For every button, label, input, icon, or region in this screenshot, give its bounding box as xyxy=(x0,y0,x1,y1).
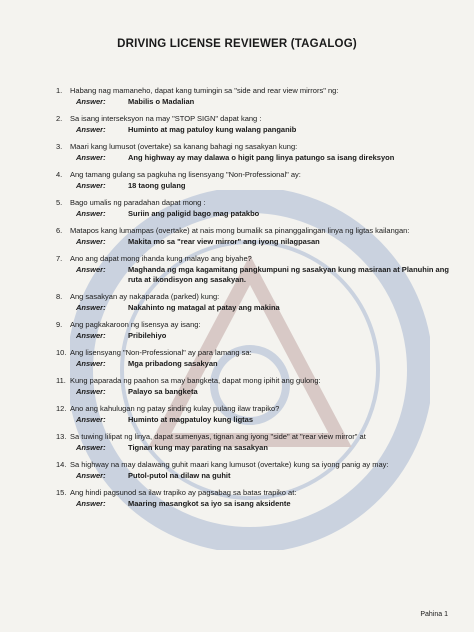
answer-label: Answer: xyxy=(76,265,106,274)
answer-row xyxy=(70,181,456,191)
answer-text: Palayo sa bangketa xyxy=(128,387,198,396)
question-item xyxy=(56,348,456,369)
answer-label: Answer: xyxy=(76,237,106,246)
question-item xyxy=(56,432,456,453)
answer-row xyxy=(70,125,456,135)
question-text: Ano ang kahulugan ng patay sinding kulay pulang ilaw trapiko? xyxy=(70,404,280,413)
answer-label: Answer: xyxy=(76,125,106,134)
answer-row xyxy=(70,97,456,107)
document-title: DRIVING LICENSE REVIEWER (TAGALOG) xyxy=(117,38,357,50)
answer-text: Makita mo sa "rear view mirror" ang iyong nilagpasan xyxy=(128,237,320,246)
answer-row xyxy=(70,415,456,425)
question-text: Ang lisensyang "Non-Professional" ay para lamang sa: xyxy=(70,348,252,357)
question-text: Ang pagkakaroon ng lisensya ay isang: xyxy=(70,320,201,329)
question-number: 8. xyxy=(56,292,63,301)
question-item xyxy=(56,254,456,285)
question-item xyxy=(56,404,456,425)
answer-label: Answer: xyxy=(76,331,106,340)
question-text: Matapos kang lumampas (overtake) at nais mong bumalik sa pinanggalingan linya ng ligtas kailangan: xyxy=(70,226,410,235)
question-text: Habang nag mamaneho, dapat kang tumingin sa "side and rear view mirrors" ng: xyxy=(70,86,339,95)
answer-label: Answer: xyxy=(76,471,106,480)
question-item xyxy=(56,86,456,107)
answer-label: Answer: xyxy=(76,209,106,218)
question-text: Sa highway na may dalawang guhit maari kang lumusot (overtake) kung sa iyong panig ay may: xyxy=(70,460,389,469)
answer-row xyxy=(70,209,456,219)
question-text: Maari kang lumusot (overtake) sa kanang bahagi ng sasakyan kung: xyxy=(70,142,298,151)
answer-row xyxy=(70,303,456,313)
answer-row xyxy=(70,387,456,397)
question-number: 5. xyxy=(56,198,63,207)
answer-label: Answer: xyxy=(76,303,106,312)
question-text: Sa tuwing lilipat ng linya, dapat sumenyas, tignan ang iyong "side" at "rear view mirror" at xyxy=(70,432,366,441)
question-item xyxy=(56,198,456,219)
question-item xyxy=(56,142,456,163)
question-number: 2. xyxy=(56,114,63,123)
question-number: 3. xyxy=(56,142,63,151)
question-item xyxy=(56,460,456,481)
question-text: Kung paparada ng paahon sa may bangketa, dapat mong ipihit ang gulong: xyxy=(70,376,321,385)
answer-text: Mga pribadong sasakyan xyxy=(128,359,218,368)
question-item xyxy=(56,488,456,509)
question-number: 14. xyxy=(56,460,67,469)
question-number: 12. xyxy=(56,404,67,413)
answer-row xyxy=(70,265,456,285)
answer-row xyxy=(70,443,456,453)
question-list xyxy=(56,86,456,516)
answer-text: 18 taong gulang xyxy=(128,181,186,190)
answer-row xyxy=(70,359,456,369)
question-text: Ang hindi pagsunod sa ilaw trapiko ay pagsabag sa batas trapiko at: xyxy=(70,488,297,497)
answer-label: Answer: xyxy=(76,359,106,368)
answer-label: Answer: xyxy=(76,443,106,452)
answer-row xyxy=(70,237,456,247)
answer-label: Answer: xyxy=(76,97,106,106)
question-text: Ang tamang gulang sa pagkuha ng lisensyang "Non-Professional" ay: xyxy=(70,170,301,179)
answer-text: Tignan kung may parating na sasakyan xyxy=(128,443,268,452)
question-item xyxy=(56,170,456,191)
answer-text: Putol-putol na dilaw na guhit xyxy=(128,471,231,480)
question-number: 15. xyxy=(56,488,67,497)
answer-text: Suriin ang paligid bago mag patakbo xyxy=(128,209,260,218)
answer-text: Nakahinto ng matagal at patay ang makina xyxy=(128,303,280,312)
page-number: Pahina 1 xyxy=(420,611,448,618)
question-item xyxy=(56,114,456,135)
answer-text: Pribilehiyo xyxy=(128,331,167,340)
answer-text: Huminto at mag patuloy kung walang panganib xyxy=(128,125,297,134)
answer-text: Maghanda ng mga kagamitang pangkumpuni ng sasakyan kung masiraan at Planuhin ang ruta at ikondisyon ang sasakyan. xyxy=(128,265,449,284)
answer-label: Answer: xyxy=(76,415,106,424)
question-text: Ang sasakyan ay nakaparada (parked) kung: xyxy=(70,292,220,301)
question-text: Ano ang dapat mong ihanda kung malayo ang biyahe? xyxy=(70,254,252,263)
answer-label: Answer: xyxy=(76,181,106,190)
question-item xyxy=(56,226,456,247)
question-number: 10. xyxy=(56,348,67,357)
answer-row xyxy=(70,499,456,509)
answer-text: Ang highway ay may dalawa o higit pang linya patungo sa isang direksyon xyxy=(128,153,395,162)
answer-text: Mabilis o Madalian xyxy=(128,97,195,106)
question-text: Sa isang interseksyon na may "STOP SIGN" dapat kang : xyxy=(70,114,262,123)
answer-text: Maaring masangkot sa iyo sa isang aksidente xyxy=(128,499,291,508)
question-item xyxy=(56,376,456,397)
answer-row xyxy=(70,331,456,341)
question-number: 7. xyxy=(56,254,63,263)
question-number: 6. xyxy=(56,226,63,235)
question-number: 1. xyxy=(56,86,63,95)
question-number: 4. xyxy=(56,170,63,179)
answer-row xyxy=(70,153,456,163)
answer-label: Answer: xyxy=(76,153,106,162)
question-number: 13. xyxy=(56,432,67,441)
question-number: 11. xyxy=(56,376,66,385)
answer-row xyxy=(70,471,456,481)
question-item xyxy=(56,320,456,341)
answer-text: Huminto at magpatuloy kung ligtas xyxy=(128,415,254,424)
question-number: 9. xyxy=(56,320,63,329)
question-text: Bago umalis ng paradahan dapat mong : xyxy=(70,198,206,207)
question-item xyxy=(56,292,456,313)
answer-label: Answer: xyxy=(76,387,106,396)
answer-label: Answer: xyxy=(76,499,106,508)
